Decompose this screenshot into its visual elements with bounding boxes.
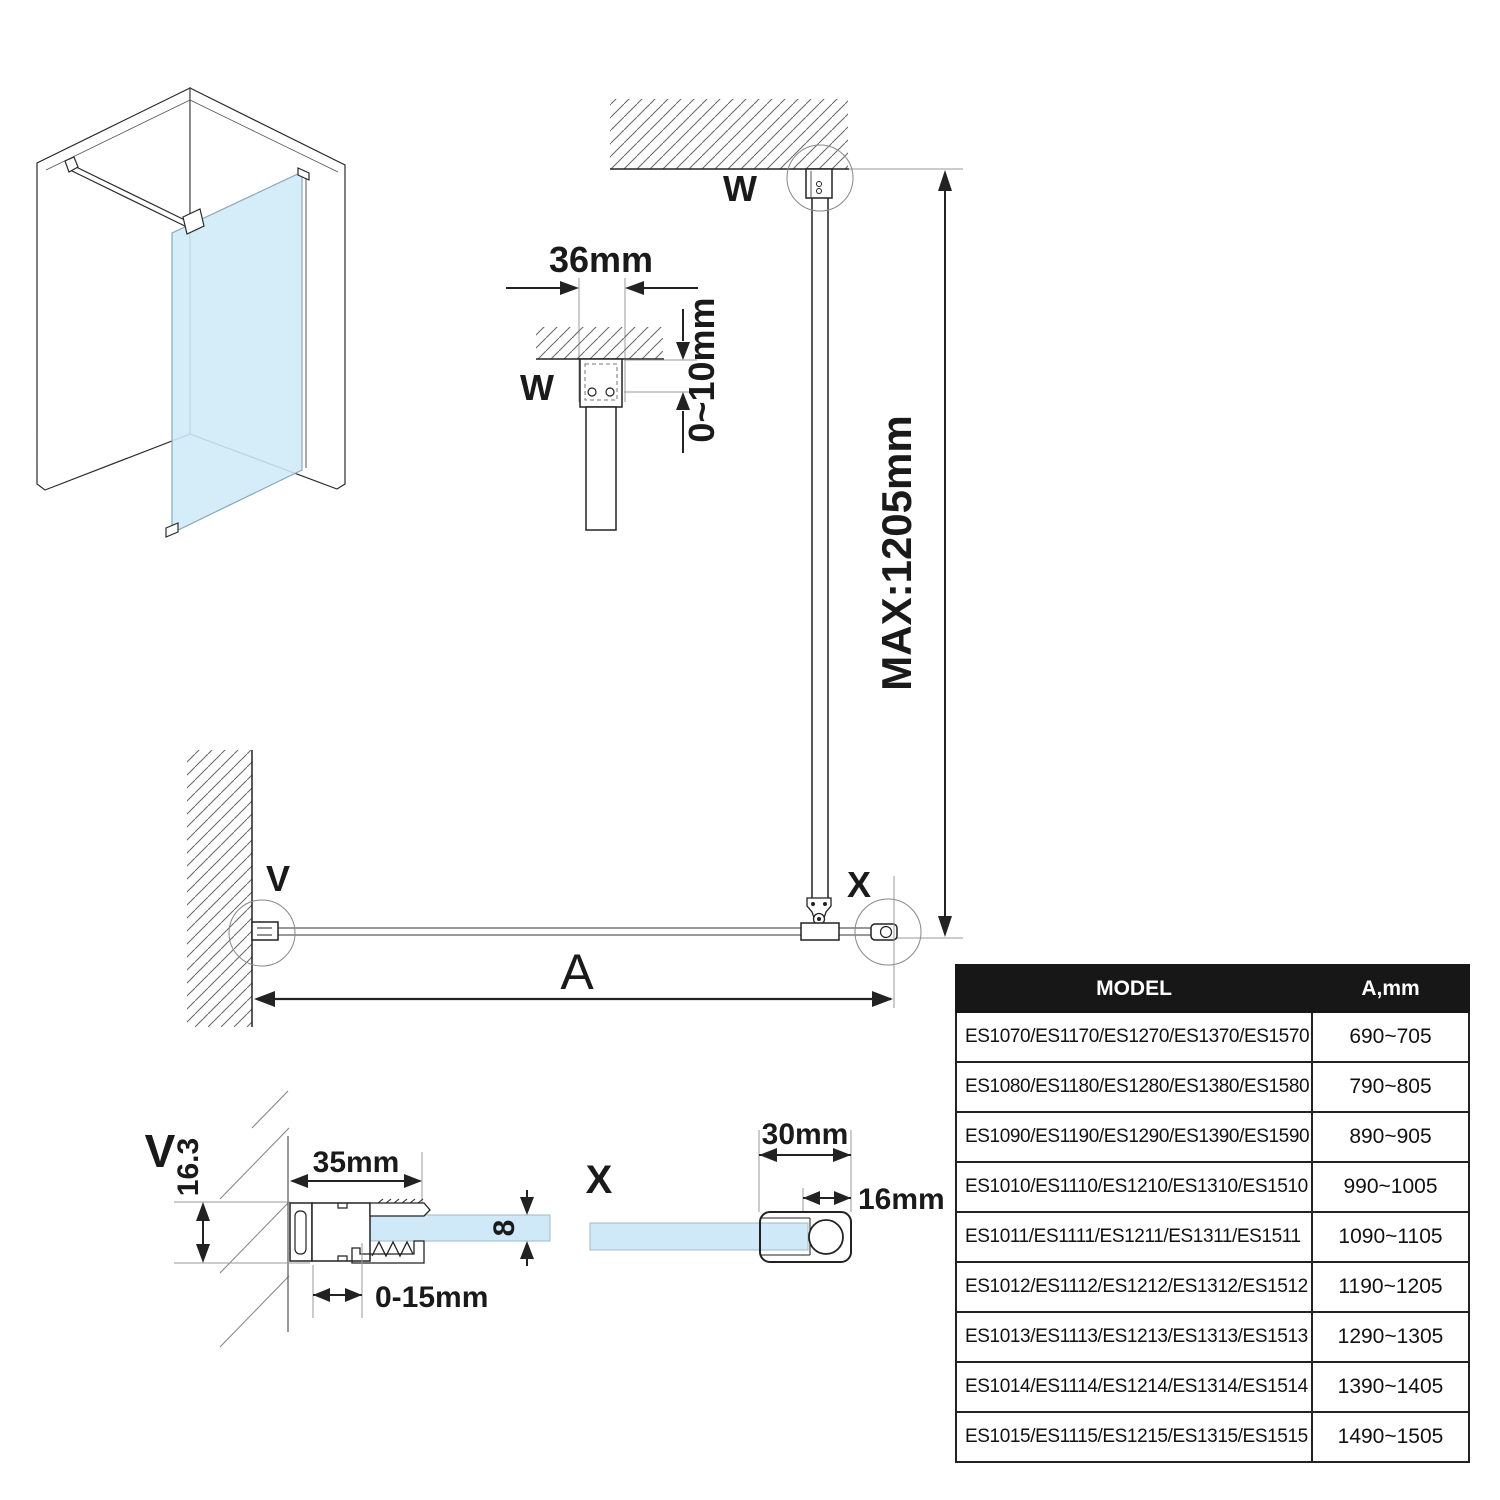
model-cell: ES1010/ES1110/ES1210/ES1310/ES1510: [956, 1162, 1312, 1212]
ceiling-hatch: [610, 99, 848, 169]
a-mm-cell: 890~905: [1312, 1112, 1469, 1162]
glass-x: [590, 1223, 808, 1250]
table-row: [956, 1262, 1469, 1312]
table-row: [956, 1312, 1469, 1362]
dim-max-label: MAX:1205mm: [873, 415, 920, 691]
model-cell: ES1090/ES1190/ES1290/ES1390/ES1590: [956, 1112, 1312, 1162]
dim-35mm-label: 35mm: [312, 1146, 400, 1179]
dim-0-15mm-label: 0-15mm: [375, 1281, 489, 1314]
dim-8-label: 8: [488, 1219, 521, 1237]
dim-0-10mm-label: 0~10mm: [681, 297, 722, 443]
end-cap-circle: [881, 927, 892, 938]
wall-hatch-lines-v: [220, 1091, 289, 1347]
isometric-view: [37, 88, 345, 537]
left-wall: [37, 88, 190, 490]
model-cell: ES1014/ES1114/ES1214/ES1314/ES1514: [956, 1362, 1312, 1412]
table-row: [956, 1062, 1469, 1112]
elevation-view: [610, 99, 963, 938]
bracket-screw-left: [588, 388, 596, 396]
support-bar: [812, 198, 828, 898]
clamp-bar-circle: [809, 1220, 843, 1254]
detail-x-letter: X: [585, 1158, 613, 1202]
hinge-screw-1: [811, 902, 815, 906]
a-mm-cell: 990~1005: [1312, 1162, 1469, 1212]
a-mm-cell: 790~805: [1312, 1062, 1469, 1112]
table-header-row: [956, 965, 1469, 1012]
table-row: [956, 1112, 1469, 1162]
wall-profile-plan: [252, 922, 278, 940]
model-cell: ES1012/ES1112/ES1212/ES1312/ES1512: [956, 1262, 1312, 1312]
table-row: [956, 1012, 1469, 1062]
hinge-pivot-dot: [817, 917, 821, 921]
bar-section-w: [586, 407, 616, 530]
model-cell: ES1080/ES1180/ES1280/ES1380/ES1580: [956, 1062, 1312, 1112]
glass-clamp-plan: [801, 923, 839, 940]
plan-view: [187, 750, 921, 1027]
a-mm-cell: 1290~1305: [1312, 1312, 1469, 1362]
detail-w-section: [506, 239, 722, 530]
model-cell: ES1011/ES1111/ES1211/ES1311/ES1511: [956, 1212, 1312, 1262]
model-column-header: MODEL: [956, 965, 1312, 1012]
profile-top-lip: [370, 1203, 430, 1216]
table-row: [956, 1162, 1469, 1212]
profile-body: [312, 1203, 370, 1261]
model-cell: ES1070/ES1170/ES1270/ES1370/ES1570: [956, 1012, 1312, 1062]
a-mm-cell: 1190~1205: [1312, 1262, 1469, 1312]
a-mm-cell: 1390~1405: [1312, 1362, 1469, 1412]
detail-v-section: [145, 1091, 550, 1347]
dim-163-label: 16.3: [172, 1137, 205, 1197]
model-cell: ES1015/ES1115/ES1215/ES1315/ES1515: [956, 1412, 1312, 1462]
dim-16mm-label: 16mm: [858, 1183, 945, 1216]
table-row: [956, 1412, 1469, 1462]
dim-16mm-lines: [803, 1188, 851, 1212]
model-cell: ES1013/ES1113/ES1213/ES1313/ES1513: [956, 1312, 1312, 1362]
dim-36mm-label: 36mm: [548, 239, 654, 280]
ceiling-hatch-w: [536, 327, 663, 359]
glass-plan: [254, 928, 872, 935]
detail-v-letter: V: [144, 1125, 176, 1177]
a-mm-cell: 1090~1105: [1312, 1212, 1469, 1262]
callout-w-letter: W: [723, 168, 757, 209]
model-size-table: [955, 964, 1470, 1463]
dim-a-label: A: [560, 944, 594, 1000]
glass-bottom-foot: [166, 523, 178, 537]
callout-x-letter: X: [846, 864, 872, 905]
a-mm-cell: 1490~1505: [1312, 1412, 1469, 1462]
profile-slot: [295, 1211, 306, 1254]
a-mm-cell: 690~705: [1312, 1012, 1469, 1062]
detail-x-section: [586, 1118, 945, 1262]
table-row: [956, 1212, 1469, 1262]
wall-hatch: [187, 750, 252, 1027]
detail-w-letter: W: [520, 367, 554, 408]
table-row: [956, 1362, 1469, 1412]
dim-30mm-label: 30mm: [761, 1118, 849, 1151]
hinge-screw-2: [823, 902, 827, 906]
bracket-screw-right: [606, 388, 614, 396]
a-mm-column-header: A,mm: [1312, 965, 1469, 1012]
callout-v-letter: V: [265, 858, 291, 899]
